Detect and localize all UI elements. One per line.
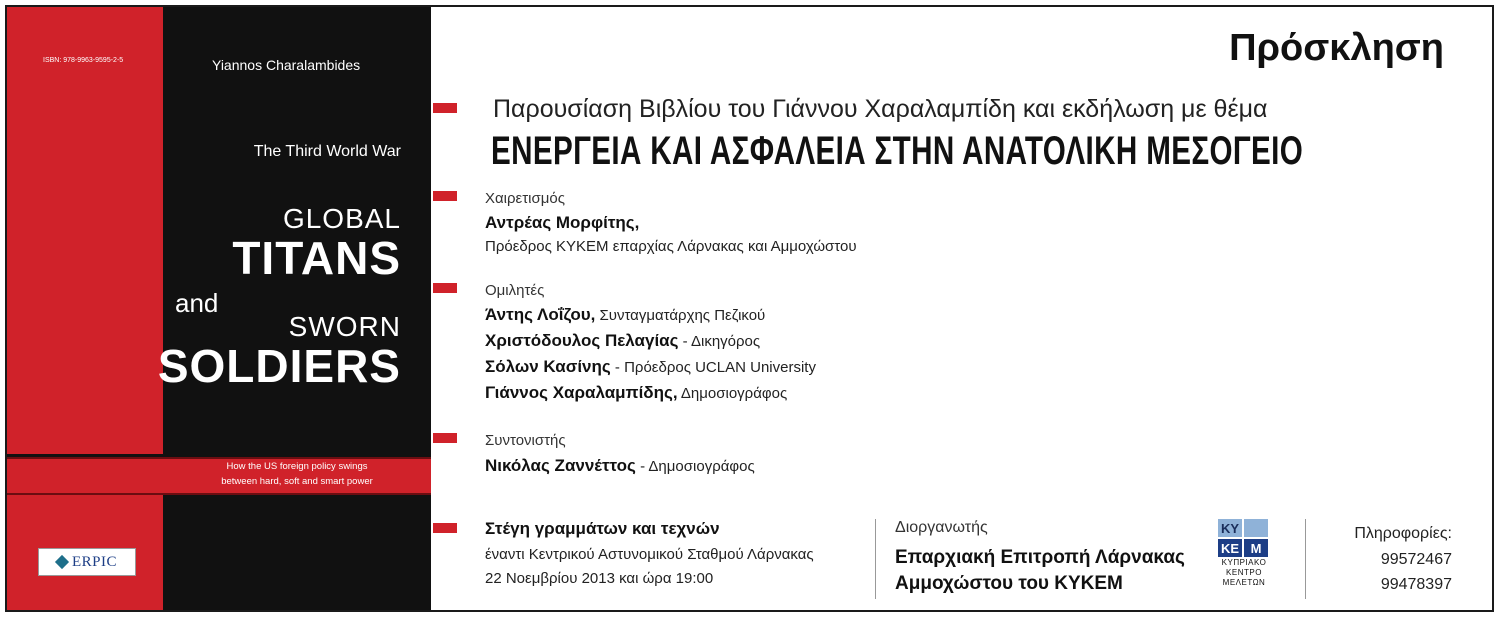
cover-series: The Third World War — [253, 143, 401, 160]
speaker-3-name: Σόλων Κασίνης — [485, 357, 611, 376]
speaker-4-role: Δημοσιογράφος — [677, 385, 788, 402]
kykem-logo-text-2: ΚΕΝΤΡΟ — [1226, 568, 1262, 577]
speaker-1 — [485, 305, 765, 325]
moderator-label: Συντονιστής — [485, 432, 566, 449]
erpic-logo-text: ERPIC — [71, 553, 117, 570]
venue-address: έναντι Κεντρικού Αστυνομικού Σταθμού Λάρνακας — [485, 546, 814, 563]
greeting-label: Χαιρετισμός — [485, 190, 565, 207]
cover-title-and: and — [175, 288, 219, 318]
red-marker-venue — [433, 523, 457, 533]
cover-isbn: ISBN: 978-9963-9595-2-5 — [43, 57, 124, 64]
book-cover — [7, 7, 431, 610]
speakers-label: Ομιλητές — [485, 282, 545, 299]
speaker-2-role: - Δικηγόρος — [678, 333, 761, 350]
erpic-logo — [38, 548, 136, 576]
organizer-line-2: Αμμοχώστου του ΚΥΚΕΜ — [895, 573, 1123, 594]
cover-red-column — [7, 7, 163, 454]
cover-tagline-line-1: How the US foreign policy swings — [226, 461, 368, 472]
event-subtitle: Παρουσίαση Βιβλίου του Γιάννου Χαραλαμπίδη και εκδήλωση με θέμα — [493, 95, 1268, 123]
speaker-4-name: Γιάννος Χαραλαμπίδης, — [485, 383, 678, 402]
greeting-name: Αντρέας Μορφίτης, — [485, 213, 640, 232]
kykem-logo-cell-1: ΚΥ — [1218, 519, 1242, 537]
organizer-label: Διοργανωτής — [895, 519, 988, 536]
divider-info — [1305, 519, 1306, 599]
cover-title-sworn: SWORN — [288, 311, 401, 342]
speaker-2-name: Χριστόδουλος Πελαγίας — [485, 331, 679, 350]
invitation-banner — [5, 5, 1494, 612]
speaker-1-role: Συνταγματάρχης Πεζικού — [595, 307, 766, 324]
speaker-3 — [485, 357, 816, 377]
kykem-logo-cell-3: Μ — [1244, 539, 1268, 557]
speaker-4 — [485, 383, 787, 403]
invitation-heading: Πρόσκληση — [1229, 27, 1444, 69]
erpic-diamond-icon — [55, 555, 69, 569]
kykem-logo — [1218, 519, 1270, 587]
divider-organizer — [875, 519, 876, 599]
kykem-logo-text-1: ΚΥΠΡΙΑΚΟ — [1221, 558, 1267, 567]
kykem-logo-cell-2: ΚΕ — [1218, 539, 1242, 557]
greeting-role: Πρόεδρος ΚΥΚΕΜ επαρχίας Λάρνακας και Αμμοχώστου — [485, 238, 857, 255]
info-phone-2: 99478397 — [1380, 576, 1452, 593]
speaker-2 — [485, 331, 760, 351]
cover-title-titans: TITANS — [232, 232, 401, 284]
cover-title-soldiers: SOLDIERS — [157, 340, 401, 392]
kykem-logo-text-3: ΜΕΛΕΤΩΝ — [1222, 578, 1266, 587]
moderator-name: Νικόλας Ζαννέττος — [485, 456, 636, 475]
event-datetime: 22 Νοεμβρίου 2013 και ώρα 19:00 — [485, 570, 714, 587]
cover-tagline — [163, 459, 431, 489]
info-phone-1: 99572467 — [1380, 551, 1452, 568]
event-title: ΕΝΕΡΓΕΙΑ ΚΑΙ ΑΣΦΑΛΕΙΑ ΣΤΗΝ ΑΝΑΤΟΛΙΚΗ ΜΕΣΟΓΕΙΟ — [491, 129, 1304, 173]
info-label: Πληροφορίες: — [1354, 525, 1452, 542]
red-marker-greeting — [433, 191, 457, 201]
kykem-logo-cell-blank — [1244, 519, 1268, 537]
speaker-1-name: Άντης Λοΐζου, — [485, 305, 596, 324]
red-marker-speakers — [433, 283, 457, 293]
moderator-role: - Δημοσιογράφος — [635, 458, 755, 475]
cover-author: Yiannos Charalambides — [212, 57, 361, 73]
speaker-3-role: - Πρόεδρος UCLAN University — [610, 359, 816, 376]
venue-name: Στέγη γραμμάτων και τεχνών — [485, 519, 720, 538]
moderator — [485, 456, 755, 476]
red-marker-title — [433, 103, 457, 113]
red-marker-moderator — [433, 433, 457, 443]
cover-tagline-line-2: between hard, soft and smart power — [221, 476, 373, 487]
organizer-line-1: Επαρχιακή Επιτροπή Λάρνακας — [895, 547, 1185, 568]
cover-title-global: GLOBAL — [282, 203, 401, 234]
kykem-logo-grid — [1218, 519, 1270, 557]
